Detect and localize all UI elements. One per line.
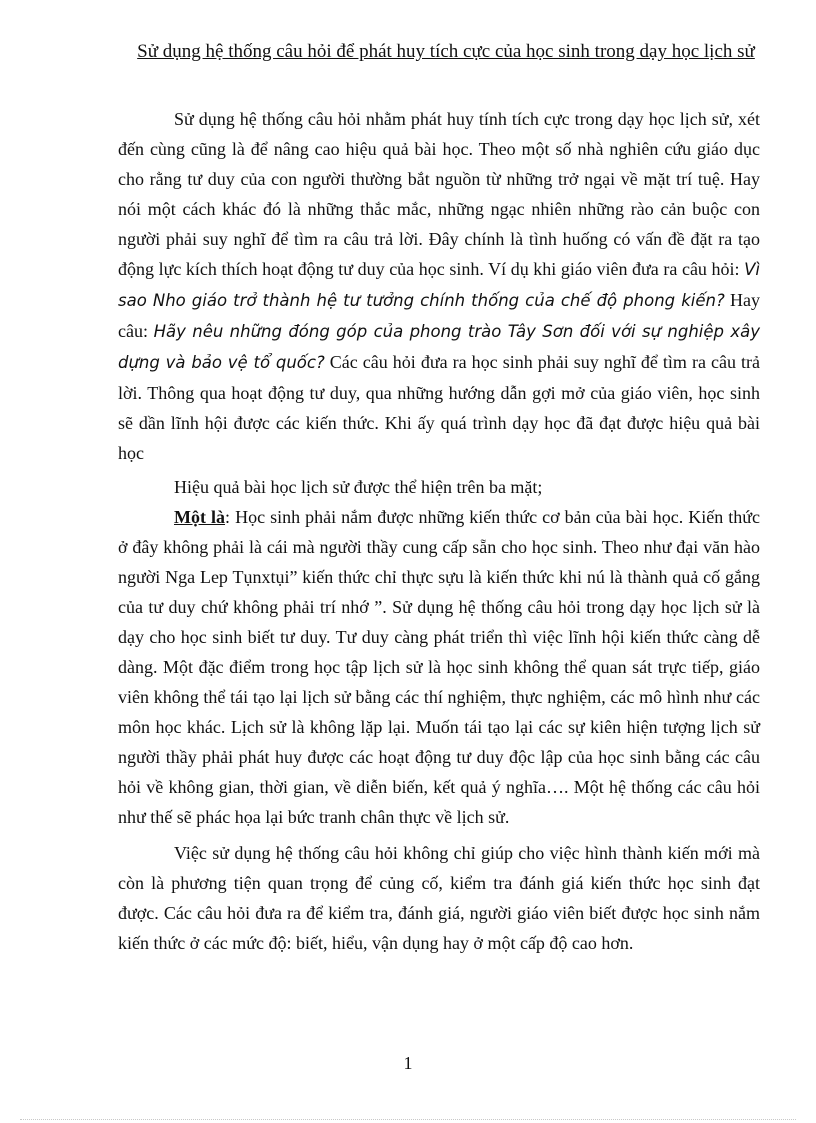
- paragraph-question-usage: Việc sử dụng hệ thống câu hỏi không chỉ giúp cho việc hình thành kiến mới mà còn là phương tiện quan trọng để củng cố, kiểm tra đánh giá kiến thức học sinh đạt được. Các câu hỏi đưa ra để kiểm tra, đánh giá, người giáo viên biết được học sinh nắm kiến thức ở các mức độ: biết, hiểu, vận dụng hay ở một cấp độ cao hơn.: [118, 843, 760, 953]
- paragraph-first-aspect: [118, 502, 760, 832]
- paragraph-three-aspects: Hiệu quả bài học lịch sử được thể hiện trên ba mặt;: [174, 477, 543, 497]
- first-aspect-label: Một là: [174, 507, 226, 527]
- paragraph-intro-text-3: Các câu hỏi đưa ra học sinh phải suy nghĩ để tìm ra câu trả lời. Thông qua hoạt động tư duy, qua những hướng dẫn gợi mở của giáo viên, học sinh sẽ dần lĩnh hội được các kiến thức. Khi ấy quá trình dạy học đã đạt được hiệu quả bài học: [118, 352, 760, 463]
- page-bottom-divider: [20, 1119, 796, 1120]
- paragraph-intro-text-1: Sử dụng hệ thống câu hỏi nhằm phát huy tính tích cực trong dạy học lịch sử, xét đến cùng cũng là để nâng cao hiệu quả bài học. Theo một số nhà nghiên cứu giáo dục cho rằng tư duy của con người thường bắt nguồn từ những trở ngại về mặt trí tuệ. Hay nói một cách khác đó là những thắc mắc, những ngạc nhiên những rào cản buộc con người phải suy nghĩ để tìm ra câu trả lời. Đây chính là tình huống có vấn đề đặt ra tạo động lực kích thích hoạt động tư duy của học sinh. Ví dụ khi giáo viên đưa ra câu hỏi:: [118, 109, 760, 279]
- document-body: [118, 104, 760, 958]
- paragraph-intro-text-2: Hay câu:: [118, 290, 760, 341]
- example-question-1: Vì sao Nho giáo trở thành hệ tư tưởng chính thống của chế độ phong kiến?: [118, 260, 760, 310]
- first-aspect-text: : Học sinh phải nắm được những kiến thức cơ bản của bài học. Kiến thức ở đây không phải là cái mà người thầy cung cấp sẵn cho học sinh. Theo như đại văn hào người Nga Lep Tụnxtụi” kiến thức chỉ thực sựu là kiến thức khi nú là thành quả cố gắng của tư duy chứ không phải trí nhớ ”. Sử dụng hệ thống câu hỏi trong dạy học lịch sử là dạy cho học sinh biết tư duy. Tư duy càng phát triển thì việc lĩnh hội kiến thức càng dễ dàng. Một đặc điểm trong học tập lịch sử là học sinh không thể quan sát trực tiếp, giáo viên không thể tái tạo lại lịch sử bằng các thí nghiệm, thực nghiệm, các mô hình như các môn học khác. Lịch sử là không lặp lại. Muốn tái tạo lại các sự kiên hiện tượng lịch sử người thầy phải phát huy được các hoạt động tư duy độc lập của học sinh bằng các câu hỏi về không gian, thời gian, về diễn biến, kết quả ý nghĩa…. Một hệ thống các câu hỏi như thế sẽ phác họa lại bức tranh chân thực về lịch sử.: [118, 507, 761, 827]
- page-number: 1: [403, 1053, 413, 1073]
- document-title: Sử dụng hệ thống câu hỏi để phát huy tích cực của học sinh trong dạy học lịch sử: [137, 41, 755, 62]
- paragraph-intro: [118, 104, 760, 468]
- example-question-2: Hãy nêu những đóng góp của phong trào Tây Sơn đối với sự nghiệp xây dựng và bảo vệ tổ quốc?: [118, 322, 760, 372]
